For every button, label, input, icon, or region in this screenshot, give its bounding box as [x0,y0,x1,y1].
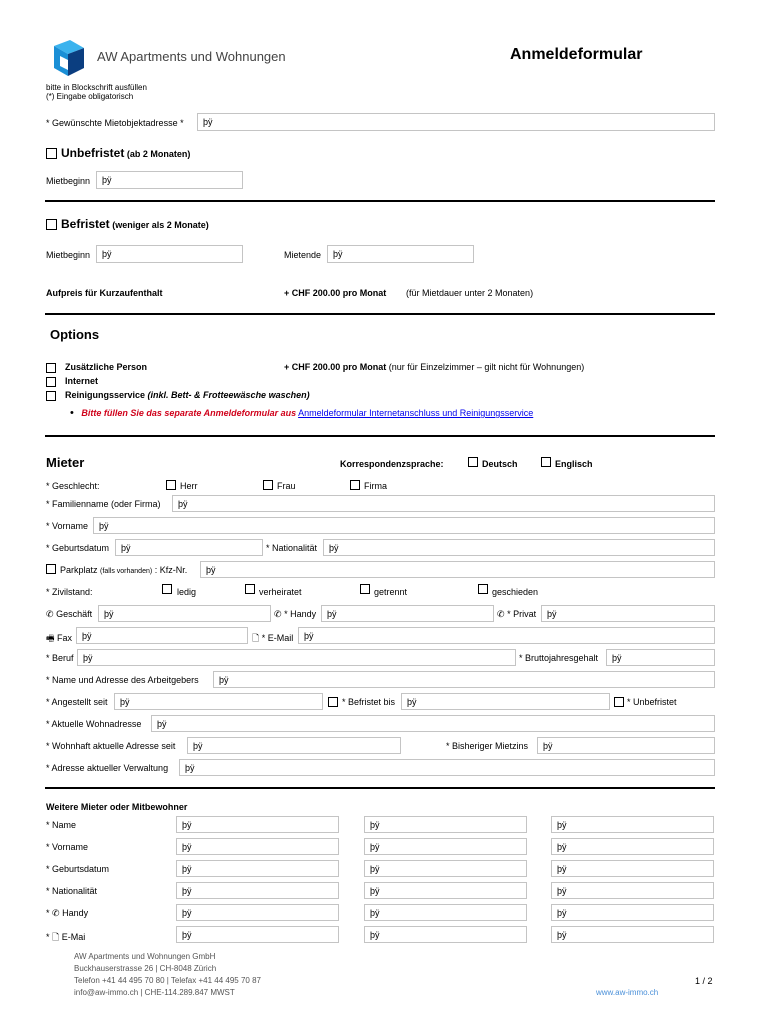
lang-de-label: Deutsch [482,459,518,469]
instruction-blockschrift: bitte in Blockschrift ausfüllen [46,83,147,92]
phone-privat-label: * Privat [507,609,537,619]
civil-geschieden-label: geschieden [492,587,539,597]
fax-icon: 🖷 [46,633,55,643]
co-tenant-1-birthdate[interactable]: þÿ [176,860,339,877]
co-tenant-row-label: * Name [46,820,77,830]
first-name-input[interactable]: þÿ [93,517,715,534]
civil-ledig-label: ledig [177,587,197,597]
cleaning-checkbox[interactable] [46,391,56,401]
phone-business-input[interactable]: þÿ [98,605,271,622]
co-tenant-2-firstname[interactable]: þÿ [364,838,527,855]
co-tenant-1-firstname[interactable]: þÿ [176,838,339,855]
befristet-title-text: Befristet [61,217,110,231]
employed-since-input[interactable]: þÿ [114,693,323,710]
gender-frau-checkbox[interactable] [263,480,273,490]
co-tenant-row-label: * Nationalität [46,886,98,896]
gender-firma-label: Firma [364,481,387,491]
co-tenant-email-label-line [46,930,85,946]
co-tenant-3-handy[interactable]: þÿ [551,904,714,921]
address-label: * Gewünschte Mietobjektadresse * [46,118,184,128]
lang-en-label: Englisch [555,459,593,469]
phone-privat-label-line [497,609,536,620]
unbefristet-title-text: Unbefristet [61,146,125,160]
co-tenant-row-label: * Geburtsdatum [46,864,110,874]
internet-checkbox[interactable] [46,377,56,387]
page-number: 1 / 2 [695,976,713,986]
company-logo [50,40,88,78]
parking-label-line [60,565,187,575]
co-tenant-3-email[interactable]: þÿ [551,926,714,943]
fax-input[interactable]: þÿ [76,627,248,644]
civil-ledig-checkbox[interactable] [162,584,172,594]
first-name-label: * Vorname [46,521,89,531]
license-plate-input[interactable]: þÿ [200,561,715,578]
befristet-title [61,217,209,231]
options-title: Options [50,327,100,342]
gender-label: * Geschlecht: [46,481,100,491]
surcharge-label: Aufpreis für Kurzaufenthalt [46,288,163,298]
email-label-line [252,631,293,647]
current-address-label: * Aktuelle Wohnadresse [46,719,142,729]
civil-geschieden-checkbox[interactable] [478,584,488,594]
co-tenant-3-firstname[interactable]: þÿ [551,838,714,855]
nationality-label: * Nationalität [266,543,318,553]
co-tenant-2-birthdate[interactable]: þÿ [364,860,527,877]
bullet-icon: • [70,407,74,419]
befristet-checkbox[interactable] [46,219,57,230]
phone-icon: ✆ [52,908,60,918]
job-label: * Beruf [46,653,74,663]
instruction-obligatory: (*) Eingabe obligatorisch [46,92,134,101]
gender-frau-label: Frau [277,481,296,491]
co-tenant-1-handy[interactable]: þÿ [176,904,339,921]
civil-status-label: * Zivilstand: [46,587,93,597]
cleaning-label-line [65,390,310,400]
co-tenant-3-birthdate[interactable]: þÿ [551,860,714,877]
employer-label: * Name und Adresse des Arbeitgebers [46,675,199,685]
asterisk: * [46,932,50,942]
befristet-start-label: Mietbeginn [46,250,91,260]
phone-handy-input[interactable]: þÿ [321,605,494,622]
job-input[interactable]: þÿ [77,649,516,666]
civil-verheiratet-label: verheiratet [259,587,302,597]
unlimited-label: * Unbefristet [627,697,677,707]
surcharge-note: (für Mietdauer unter 2 Monaten) [406,288,534,298]
phone-icon: ✆ [46,609,54,619]
befristet-end-input[interactable]: þÿ [327,245,474,263]
cleaning-label: Reinigungsservice [65,390,146,400]
befristet-start-input[interactable]: þÿ [96,245,243,263]
birthdate-label: * Geburtsdatum [46,543,110,553]
phone-icon: ✆ [497,609,505,619]
salary-input[interactable]: þÿ [606,649,715,666]
gender-herr-label: Herr [180,481,198,491]
current-address-input[interactable]: þÿ [151,715,715,732]
unbefristet-checkbox[interactable] [46,148,57,159]
parking-checkbox[interactable] [46,564,56,574]
extra-person-checkbox[interactable] [46,363,56,373]
address-input[interactable]: þÿ [197,113,715,131]
lang-en-checkbox[interactable] [541,457,551,467]
footer-email: info@aw-immo.ch | CHE-114.289.847 MWST [74,988,235,997]
extra-person-price-line [284,362,584,372]
co-tenant-2-nationality[interactable]: þÿ [364,882,527,899]
employer-input[interactable]: þÿ [213,671,715,688]
parking-small-note: (falls vorhanden) [100,568,153,575]
phone-handy-label-line [274,609,316,620]
bullet-warning-text: Bitte füllen Sie das separate Anmeldeformular aus [81,408,297,418]
salary-label: * Bruttojahresgehalt [519,653,599,663]
co-tenant-2-handy[interactable]: þÿ [364,904,527,921]
unbefristet-start-label: Mietbeginn [46,176,91,186]
surcharge-price: + CHF 200.00 pro Monat [284,288,387,298]
birthdate-input[interactable]: þÿ [115,539,263,556]
footer-address: Buckhauserstrasse 26 | CH-8048 Zürich [74,964,217,973]
gender-herr-checkbox[interactable] [166,480,176,490]
civil-getrennt-label: getrennt [374,587,408,597]
co-tenant-2-name[interactable]: þÿ [364,816,527,833]
extra-person-price: + CHF 200.00 pro Monat [284,362,387,372]
extra-person-note: (nur für Einzelzimmer – gilt nicht für Wohnungen) [388,362,585,372]
parking-label: Parkplatz [60,565,98,575]
management-address-label: * Adresse aktueller Verwaltung [46,763,169,773]
options-bullet [70,407,533,419]
fax-label: Fax [57,633,73,643]
mieter-title: Mieter [46,455,85,470]
co-tenant-row-label: Handy [62,908,89,918]
email-input[interactable]: þÿ [298,627,715,644]
phone-handy-label: * Handy [284,609,317,619]
co-tenants-title: Weitere Mieter oder Mitbewohner [46,802,188,812]
phone-privat-input[interactable]: þÿ [541,605,715,622]
management-address-input[interactable]: þÿ [179,759,715,776]
asterisk: * [46,908,50,918]
parking-kfz-label: : Kfz-Nr. [154,565,188,575]
email-label: * E-Mail [261,633,294,643]
divider [45,313,715,315]
internet-cleaning-form-link[interactable]: Anmeldeformular Internetanschluss und Reinigungsservice [298,408,534,418]
co-tenant-3-nationality[interactable]: þÿ [551,882,714,899]
befristet-subtitle: (weniger als 2 Monate) [112,220,209,230]
previous-rent-input[interactable]: þÿ [537,737,715,754]
form-title: Anmeldeformular [510,46,643,63]
unbefristet-start-input[interactable]: þÿ [96,171,243,189]
footer-phone: Telefon +41 44 495 70 80 | Telefax +41 44 495 70 87 [74,976,261,985]
previous-rent-label: * Bisheriger Mietzins [446,741,529,751]
co-tenant-3-name[interactable]: þÿ [551,816,714,833]
divider [45,435,715,437]
co-tenant-1-nationality[interactable]: þÿ [176,882,339,899]
nationality-input[interactable]: þÿ [323,539,715,556]
phone-icon: ✆ [274,609,282,619]
co-tenant-row-label: * Vorname [46,842,89,852]
limited-checkbox[interactable] [328,697,338,707]
unlimited-checkbox[interactable] [614,697,624,707]
phone-business-label: Geschäft [56,609,93,619]
fax-label-line [46,631,72,647]
divider [45,787,715,789]
divider [45,200,715,202]
co-tenant-1-email[interactable]: þÿ [176,926,339,943]
document-icon: 🗋 [52,932,60,942]
footer-company: AW Apartments und Wohnungen GmbH [74,952,216,961]
resident-since-input[interactable]: þÿ [187,737,401,754]
co-tenant-row-label: E-Mai [61,932,86,942]
co-tenant-1-name[interactable]: þÿ [176,816,339,833]
internet-label: Internet [65,376,99,386]
family-name-input[interactable]: þÿ [172,495,715,512]
cleaning-note: (inkl. Bett- & Frotteewäsche waschen) [147,390,310,400]
unbefristet-subtitle: (ab 2 Monaten) [126,149,191,159]
befristet-end-label: Mietende [284,250,322,260]
extra-person-label: Zusätzliche Person [65,362,148,372]
resident-since-label: * Wohnhaft aktuelle Adresse seit [46,741,176,751]
gender-firma-checkbox[interactable] [350,480,360,490]
co-tenant-handy-label-line [46,908,88,919]
document-icon: 🗋 [252,633,260,643]
family-name-label: * Familienname (oder Firma) [46,499,161,509]
limited-label: * Befristet bis [342,697,396,707]
unbefristet-title [61,146,190,160]
civil-verheiratet-checkbox[interactable] [245,584,255,594]
co-tenant-2-email[interactable]: þÿ [364,926,527,943]
company-name: AW Apartments und Wohnungen [97,49,286,64]
lang-de-checkbox[interactable] [468,457,478,467]
civil-getrennt-checkbox[interactable] [360,584,370,594]
phone-business-label-line [46,609,92,620]
employed-since-label: * Angestellt seit [46,697,108,707]
website-link[interactable]: www.aw-immo.ch [596,988,659,997]
limited-until-input[interactable]: þÿ [401,693,610,710]
correspondence-label: Korrespondenzsprache: [340,459,444,469]
